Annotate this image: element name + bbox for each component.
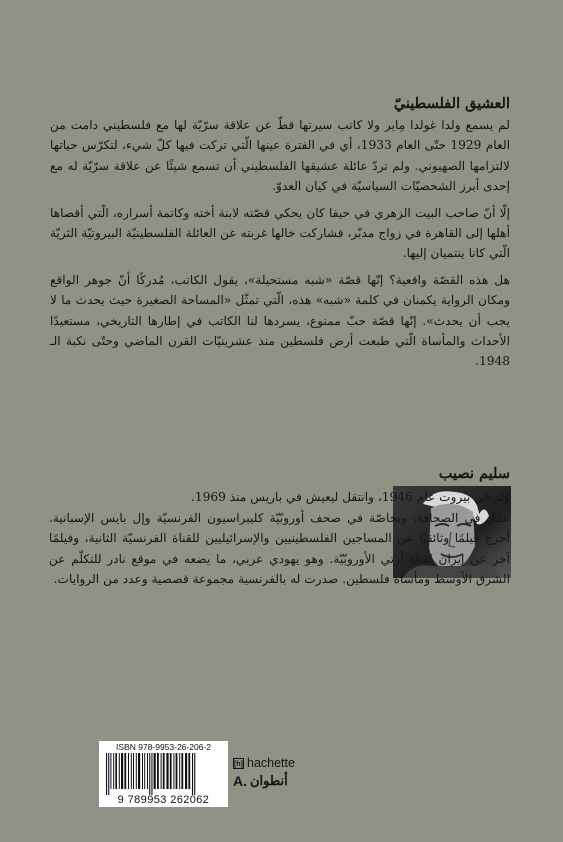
barcode-guard-bar — [192, 753, 193, 795]
barcode-bar — [142, 753, 143, 789]
publisher-logo — [233, 756, 313, 789]
barcode-bar — [131, 753, 132, 789]
publisher-arabic — [233, 773, 313, 789]
author-bio — [49, 487, 510, 590]
barcode-bar — [179, 753, 180, 789]
isbn-barcode — [99, 741, 228, 807]
barcode-bar — [133, 753, 134, 789]
publisher-arabic-name: أنطوان — [250, 773, 288, 789]
barcode-bar — [144, 753, 145, 789]
barcode-bar — [157, 753, 159, 789]
barcode-guard-bar — [151, 753, 152, 795]
barcode-guard-bar — [149, 753, 150, 795]
barcode-bar — [147, 753, 148, 789]
barcode-digits: 9 789953 262062 — [117, 794, 210, 806]
barcode-bar — [166, 753, 168, 789]
barcode-bar — [173, 753, 174, 789]
barcode-bar — [119, 753, 120, 789]
hachette-logo-icon: [h] — [233, 758, 244, 769]
barcode-bar — [161, 753, 162, 789]
barcode-bar — [115, 753, 117, 789]
barcode-bar — [188, 753, 190, 789]
barcode-bar — [163, 753, 165, 789]
barcode-bar — [138, 753, 140, 789]
barcode-bar — [121, 753, 123, 789]
author-name: سليم نصيب — [438, 465, 510, 482]
barcode-bar — [176, 753, 178, 789]
barcode-bars — [102, 753, 225, 795]
barcode-bar — [185, 753, 187, 789]
barcode-bar — [113, 753, 114, 789]
barcode-bar — [136, 753, 137, 789]
barcode-bar — [124, 753, 126, 789]
isbn-label: ISBN 978-9953-26-206-2 — [116, 742, 211, 752]
barcode-bar — [170, 753, 172, 789]
barcode-bar — [154, 753, 156, 789]
book-blurb — [50, 95, 510, 378]
book-title: العشيق الفلسطينيّ — [393, 95, 510, 112]
blurb-paragraph-2: إلّا أنّ صاحب البيت الزهري في حيفا كان يحكي قصّته لابنة أخته وكاتمة أسراره، الّتي أقصاها أهلها إلى القاهرة في زواج مدبّر، فشاركت خالها غربته عن العائلة الفلسطينيّة البيروتيّة الثريّة الّتي كانا ينتميان إليها. — [50, 205, 510, 261]
author-bio-line-1: وُلد في بيروت عام 1946، وانتقل ليعيش في باريس منذ 1969. — [190, 490, 510, 504]
blurb-paragraph-3: هل هذه القصّة واقعية؟ إنّها قصّة «شبه مستحيلة»، يقول الكاتب، مُدركًا أنّ جوهر الواقع ومكان الرواية يكمنان في كلمة «شبه» هذه، الّتي تمثّل «المساحة الصغيرة حيث يحدث ما لا يجب أن يحدث». إنّها قصّة حبّ ممنوع، يسردها لنا الكاتب في إطارها التاريخي، مستعيدًا الأحداث والمأساة الّتي طبعت أرض فلسطين منذ عشرينيّات القرن الماضي وحتّى نكبة الـ 1948. — [50, 272, 510, 369]
barcode-guard-bar — [106, 753, 107, 795]
barcode-bar — [181, 753, 183, 789]
publisher-latin — [233, 756, 313, 770]
publisher-latin-name: hachette — [247, 756, 295, 770]
author-bio-rest: عمل في الصحافة، وبخاصّة في صحف أوروبّيّة كليبراسيون الفرنسيّة وإل بايس الإسبانية. أخرج فيلمًا وثائقيًا عن المساجين الفلسطينيين والإسرائيليين للقناة الفرنسيّة الثانية، وفيلمًا آخر عن إيران لقناة أرتي الأوروبّيّة. وهو يهودي عربي، ما يضعه في موقع نادر للتكلّم عن الشرق الأوسط ومأساة فلسطين. صدرت له بالفرنسية مجموعة قصصية وعدد من الروايات. — [49, 510, 510, 587]
barcode-guard-bar — [108, 753, 109, 795]
barcode-guard-bar — [194, 753, 195, 795]
barcode-bar — [110, 753, 111, 789]
barcode-bar — [128, 753, 129, 789]
blurb-paragraph-1: لم يسمع ولدا غولدا مِاير ولا كاتب سيرتها قطّ عن علاقة سرّيّة لها مع فلسطيني دامت من العام 1929 حتّى العام 1933، أي في الفترة عينها الّتي تركت فيها كلّ شيء، لتكرّس حياتها لالتزامها الصهيوني. ولم تردّ عائلة عشيقها الفلسطيني أن تسمع شيئًا عن علاقة سرّيّة له مع إحدى أبرز الشخصيّات السياسيّة في كيان العدوّ. — [50, 118, 511, 194]
antoine-logo-icon: A. — [233, 773, 247, 789]
